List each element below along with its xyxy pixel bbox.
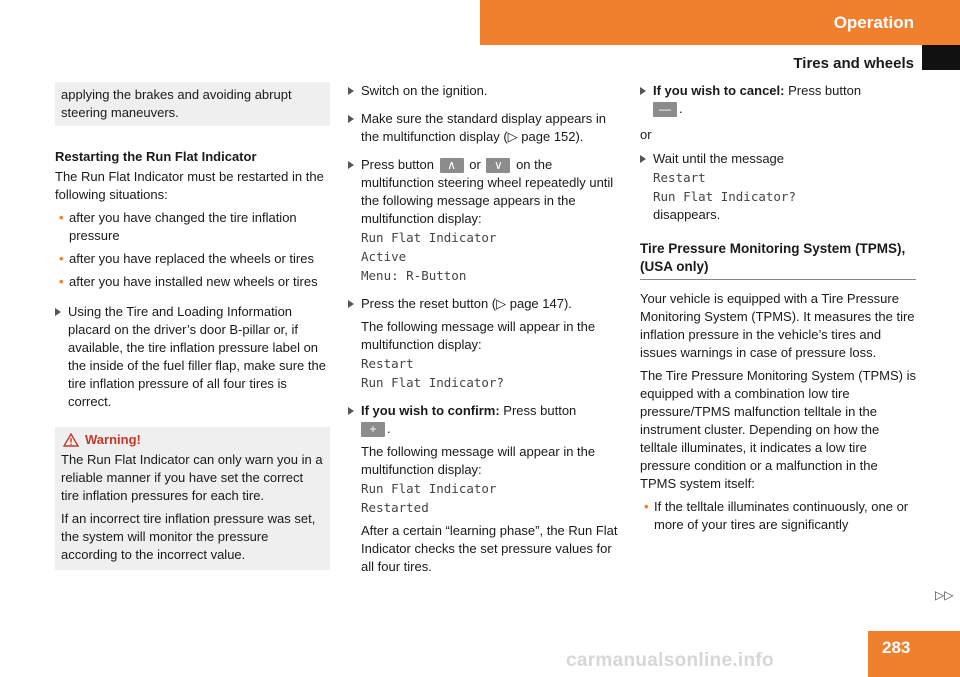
step-arrow-icon: [348, 161, 354, 169]
warning-triangle-icon: [63, 433, 79, 447]
display-message: Run Flat Indicator: [361, 481, 497, 496]
step-press-arrow-buttons: Press button ∧ or ∨ on the multifunction steering wheel repeatedly until the following message appears in the multifunction display: Run Flat Indicator Active Menu: R-Button: [348, 156, 624, 285]
step-arrow-icon: [55, 308, 61, 316]
plus-button-icon: +: [361, 422, 385, 437]
step-wait: Wait until the message Restart Run Flat Indicator? disappears.: [640, 150, 916, 224]
display-message: Run Flat Indicator?: [653, 189, 796, 204]
minus-button-icon: —: [653, 102, 677, 117]
step-arrow-icon: [348, 407, 354, 415]
list-item: • after you have changed the tire inflation pressure: [59, 210, 297, 243]
page-number: 283: [868, 631, 960, 677]
step-reset-button: Press the reset button (▷ page 147). The following message will appear in the multifunction display: Restart Run Flat Indicator?: [348, 295, 624, 392]
tpms-heading: Tire Pressure Monitoring System (TPMS), (USA only): [640, 240, 916, 280]
list-item: • after you have replaced the wheels or tires: [59, 251, 314, 266]
bullet-icon: •: [59, 251, 64, 266]
warning-title: Warning!: [61, 431, 324, 449]
section-title: Operation: [833, 13, 914, 32]
step-check-pressure: Using the Tire and Loading Information placard on the driver’s door B-pillar or, if available, the tire inflation pressure label on the inside of the fuel filler flap, make sure the tire inflation pressure of all four tires is correct.: [55, 303, 330, 411]
display-message: Run Flat Indicator?: [361, 375, 504, 390]
step-arrow-icon: [348, 115, 354, 123]
step-cancel: If you wish to cancel: Press button — .: [640, 82, 916, 118]
step-arrow-icon: [348, 87, 354, 95]
display-message: Run Flat Indicator: [361, 230, 497, 245]
warning-text-1: The Run Flat Indicator can only warn you in a reliable manner if you have set the correct tire inflation pressures for each tire.: [61, 452, 323, 503]
display-message: Menu: R-Button: [361, 268, 467, 283]
step-arrow-icon: [640, 155, 646, 163]
step-standard-display: Make sure the standard display appears in the multifunction display (▷ page 152).: [348, 110, 624, 146]
display-message: Restart: [361, 356, 414, 371]
step-arrow-icon: [640, 87, 646, 95]
tpms-paragraph-1: Your vehicle is equipped with a Tire Pressure Monitoring System (TPMS). It measures the tire inflation pressure in the vehicle’s tires and issues warnings in case of pressure loss.: [640, 291, 915, 360]
display-message: Restart: [653, 170, 706, 185]
down-arrow-button-icon: ∨: [486, 158, 510, 173]
bullet-icon: •: [59, 274, 64, 289]
column-3: [640, 82, 916, 539]
restart-heading: Restarting the Run Flat Indicator: [55, 149, 257, 164]
or-separator: or: [640, 127, 652, 142]
warning-box: [55, 427, 330, 570]
section-tab-marker: [922, 45, 960, 70]
up-arrow-button-icon: ∧: [440, 158, 464, 173]
continued-note-box: [55, 82, 330, 126]
list-item: • If the telltale illuminates continuously, one or more of your tires are significantly: [644, 499, 909, 532]
bullet-icon: •: [644, 499, 649, 514]
subsection-title: Tires and wheels: [793, 55, 914, 72]
step-confirm: If you wish to confirm: Press button + . The following message will appear in the multifunction display: Run Flat Indicator Restarted After a certain “learning phase”, the Run Flat Indicator checks the set pressure values for all four tires.: [348, 402, 624, 576]
display-message: Active: [361, 249, 407, 264]
warning-text-2: If an incorrect tire inflation pressure was set, the system will monitor the pressure according to the incorrect value.: [61, 511, 316, 562]
column-1: [55, 82, 330, 570]
step-ignition: Switch on the ignition.: [348, 82, 624, 100]
tpms-paragraph-2: The Tire Pressure Monitoring System (TPMS) is equipped with a combination low tire pressure/TPMS malfunction telltale in the instrument cluster. Depending on how the telltale illuminates, it indicates a low tire pressure condition or a malfunction in the TPMS system itself:: [640, 368, 916, 491]
list-item: • after you have installed new wheels or tires: [59, 274, 318, 289]
bullet-icon: •: [59, 210, 64, 225]
step-arrow-icon: [348, 300, 354, 308]
restart-intro: The Run Flat Indicator must be restarted in the following situations:: [55, 169, 324, 202]
continued-arrow-icon: ▷▷: [935, 588, 954, 602]
column-2: [348, 82, 624, 586]
watermark: carmanualsonline.info: [566, 650, 774, 671]
display-message: Restarted: [361, 500, 429, 515]
continued-note-text: applying the brakes and avoiding abrupt steering maneuvers.: [61, 87, 292, 120]
